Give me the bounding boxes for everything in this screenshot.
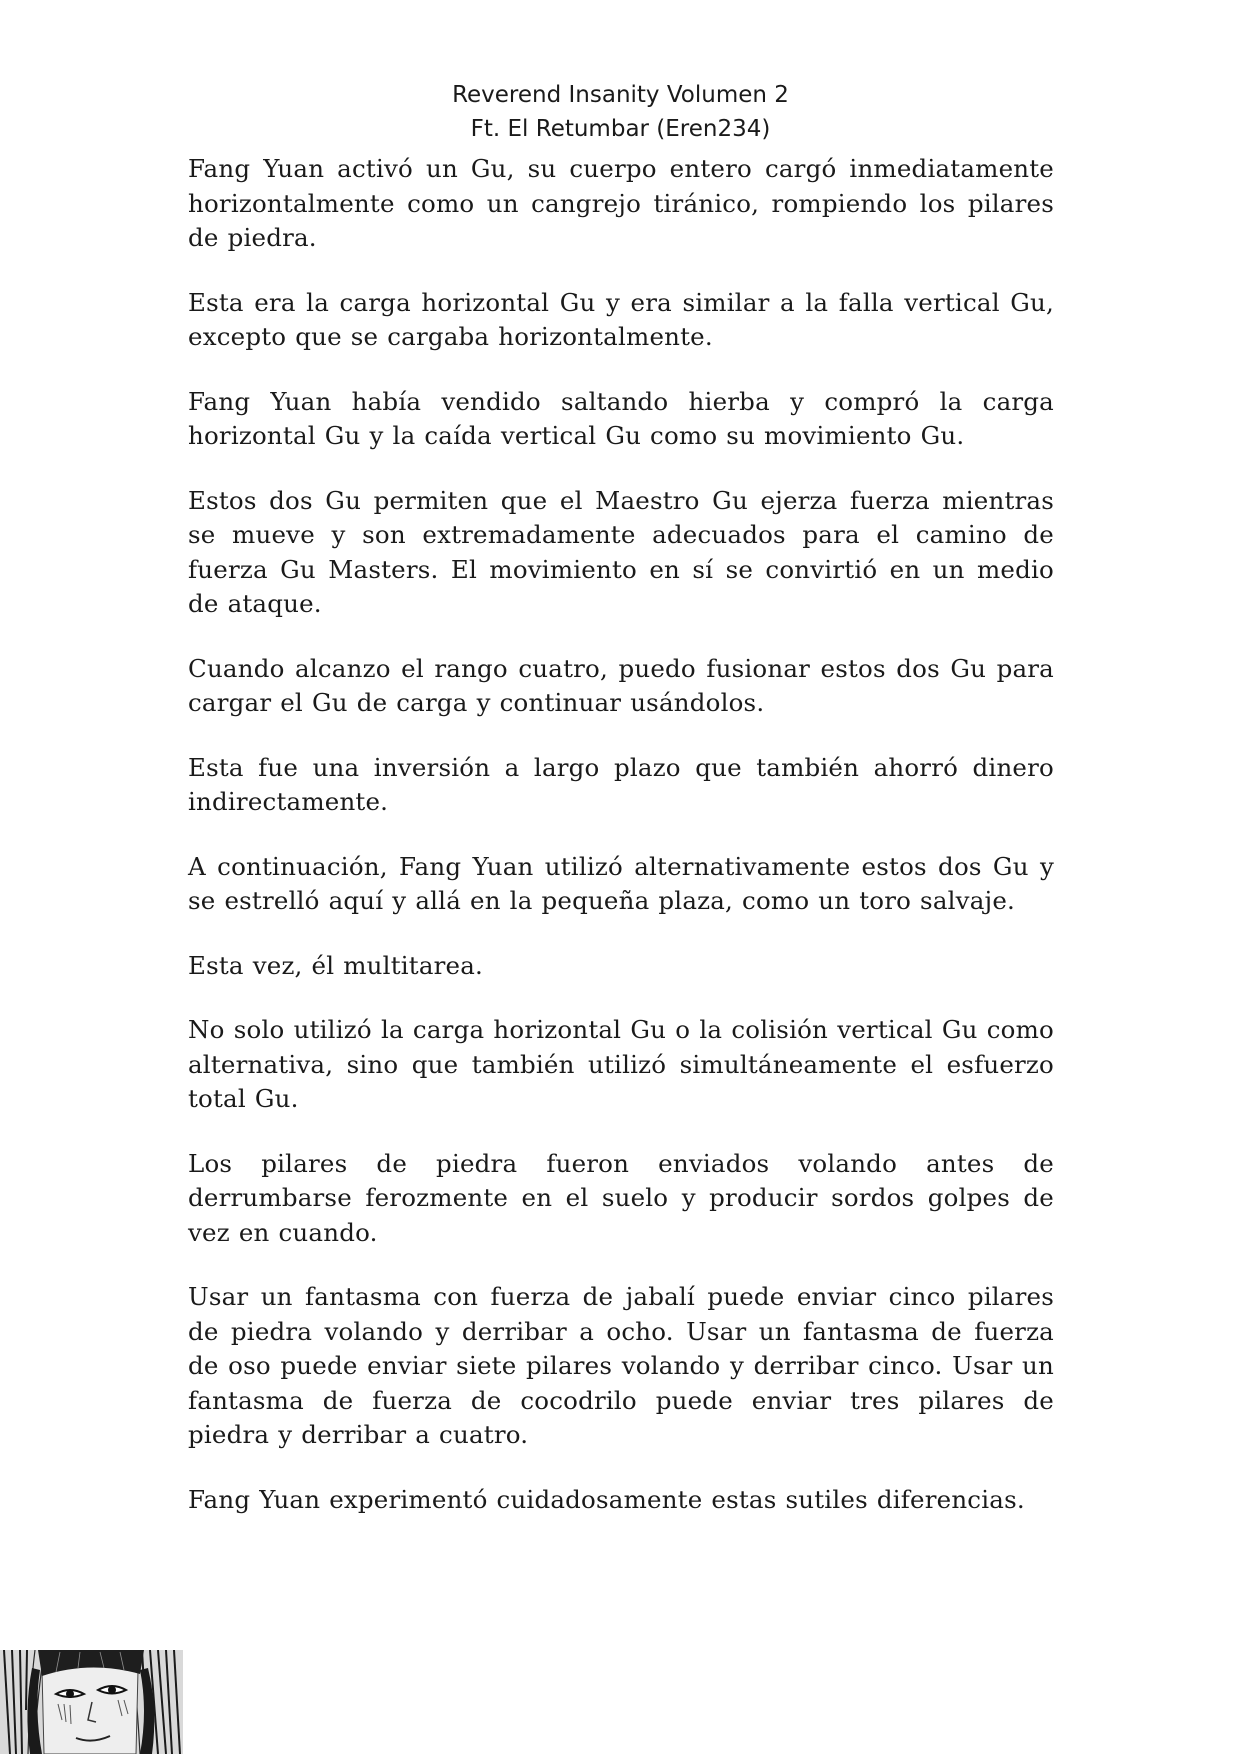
paragraph: A continuación, Fang Yuan utilizó alternativamente estos dos Gu y se estrelló aquí y allá en la pequeña plaza, como un toro salvaje.: [188, 851, 1054, 915]
paragraph: Los pilares de piedra fueron enviados volando antes de derrumbarse ferozmente en el suelo y producir sordos golpes de vez en cuando.: [188, 1148, 1054, 1247]
page-header: [0, 78, 1241, 146]
paragraph: Fang Yuan había vendido saltando hierba y compró la carga horizontal Gu y la caída vertical Gu como su movimiento Gu.: [188, 386, 1054, 450]
paragraph: Esta vez, él multitarea.: [188, 950, 484, 980]
header-title: Reverend Insanity Volumen 2: [452, 82, 789, 108]
manga-portrait-illustration: [0, 1650, 183, 1754]
paragraph: Fang Yuan activó un Gu, su cuerpo entero cargó inmediatamente horizontalmente como un cangrejo tiránico, rompiendo los pilares de piedra.: [188, 154, 1054, 252]
character-portrait-image: [0, 1650, 183, 1754]
paragraph: Usar un fantasma con fuerza de jabalí puede enviar cinco pilares de piedra volando y derribar a ocho. Usar un fantasma de fuerza de oso puede enviar siete pilares volando y derribar cinco. Usar un fantasma de fuerza de cocodrilo puede enviar tres pilares de piedra y derribar a cuatro.: [188, 1282, 1054, 1449]
header-subtitle: Ft. El Retumbar (Eren234): [470, 116, 771, 142]
paragraph: Cuando alcanzo el rango cuatro, puedo fusionar estos dos Gu para cargar el Gu de carga y continuar usándolos.: [188, 653, 1054, 717]
paragraph: Esta fue una inversión a largo plazo que también ahorró dinero indirectamente.: [188, 752, 1054, 816]
paragraph: Estos dos Gu permiten que el Maestro Gu ejerza fuerza mientras se mueve y son extremadamente adecuados para el camino de fuerza Gu Masters. El movimiento en sí se convirtió en un medio de ataque.: [188, 485, 1054, 618]
paragraph: No solo utilizó la carga horizontal Gu o la colisión vertical Gu como alternativa, sino que también utilizó simultáneamente el esfuerzo total Gu.: [188, 1015, 1054, 1113]
document-body: [188, 152, 1054, 1547]
paragraph: Fang Yuan experimentó cuidadosamente estas sutiles diferencias.: [188, 1484, 1025, 1514]
paragraph: Esta era la carga horizontal Gu y era similar a la falla vertical Gu, excepto que se cargaba horizontalmente.: [188, 287, 1054, 351]
